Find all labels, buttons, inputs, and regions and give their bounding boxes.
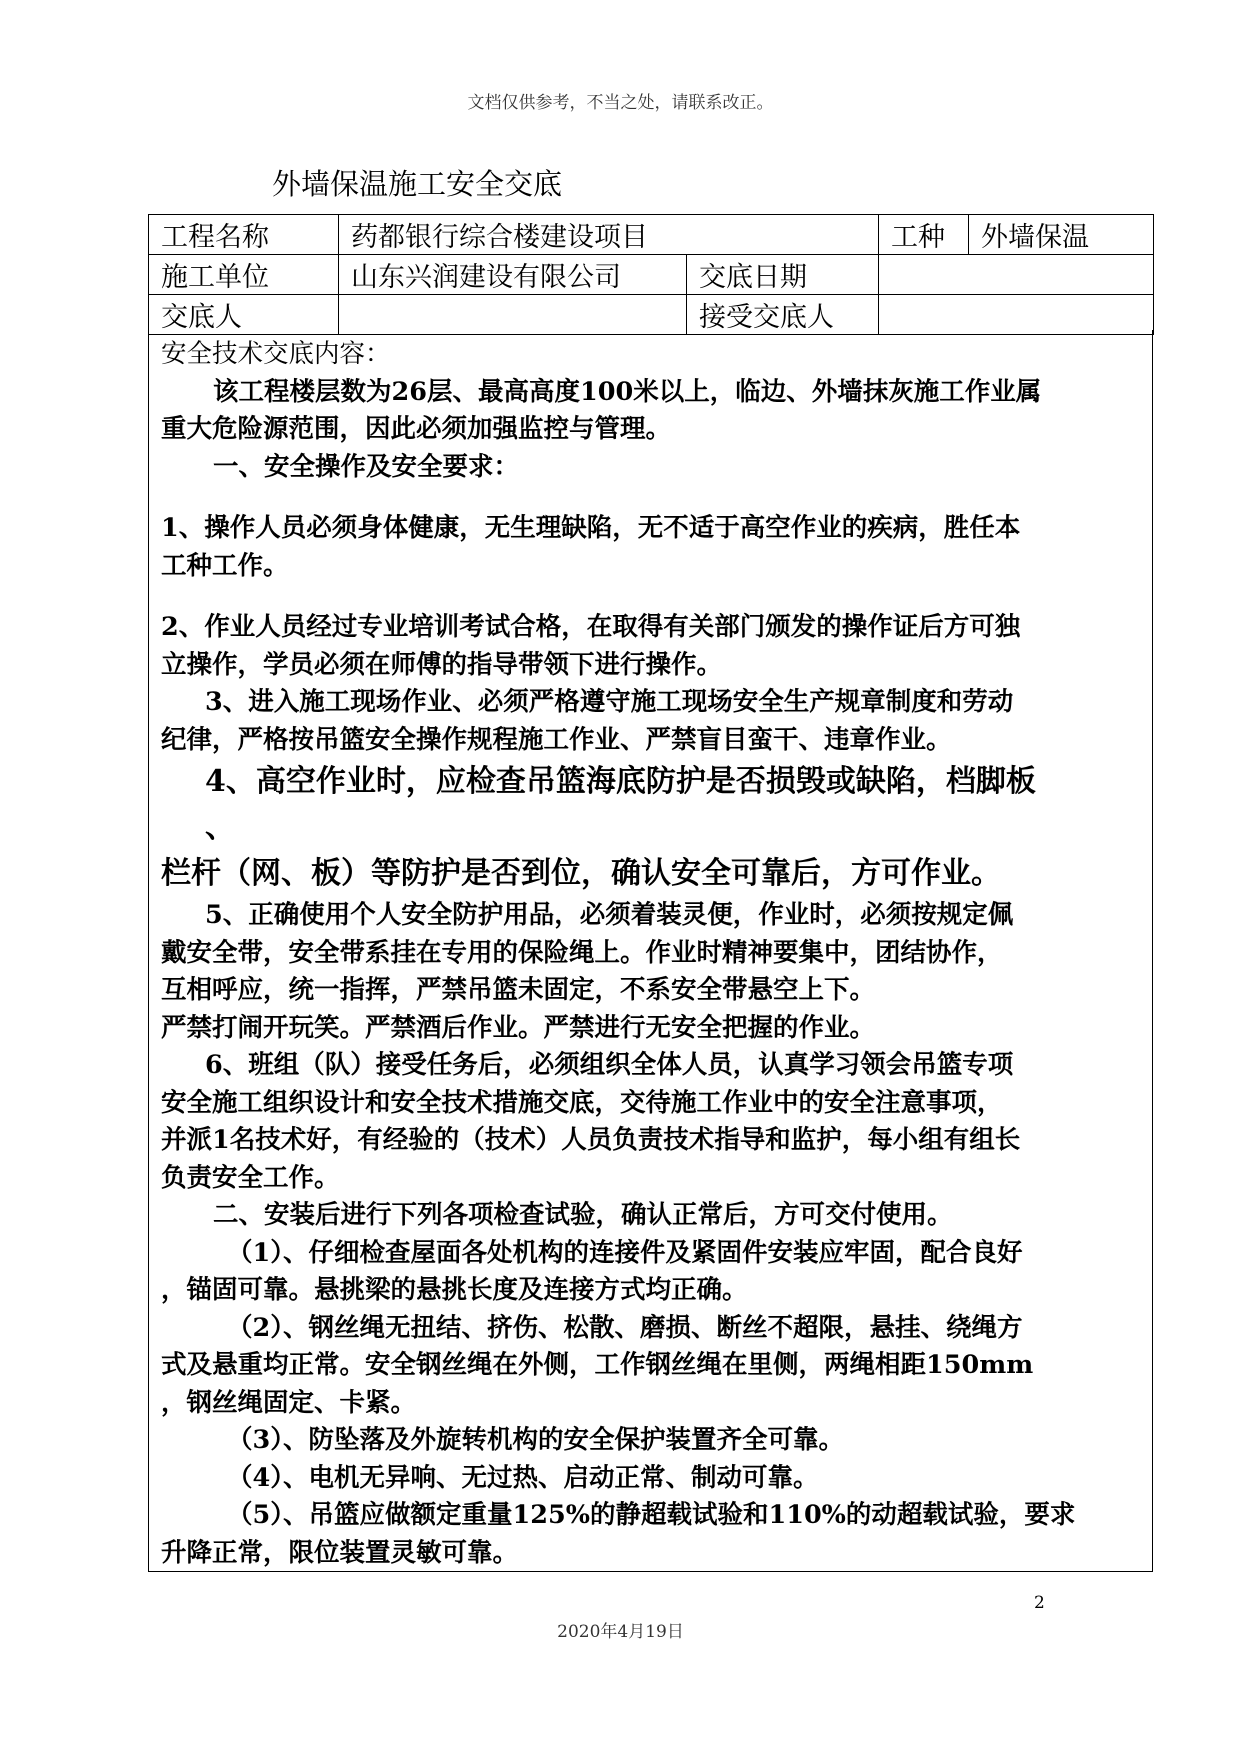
- content-line: 互相呼应，统一指挥，严禁吊篮未固定，不系安全带悬空上下。: [161, 975, 876, 1005]
- project-name-value: 药都银行综合楼建设项目: [339, 215, 879, 255]
- content-line: 严禁打闹开玩笑。严禁酒后作业。严禁进行无安全把握的作业。: [161, 1012, 876, 1043]
- footer-date: 2020年4月19日: [557, 1622, 684, 1642]
- content-line: 升降正常，限位装置灵敏可靠。: [161, 1537, 519, 1568]
- project-name-label: 工程名称: [149, 215, 339, 255]
- content-line: 重大危险源范围，因此必须加强监控与管理。: [161, 414, 672, 444]
- content-line: 并派1名技术好，有经验的（技术）人员负责技术指导和监护，每小组有组长: [161, 1125, 1021, 1155]
- content-line: （4）、电机无异响、无过热、启动正常、制动可靠。: [227, 1462, 819, 1493]
- presenter-label: 交底人: [149, 295, 339, 335]
- construction-unit-value: 山东兴润建设有限公司: [339, 255, 687, 295]
- construction-unit-label: 施工单位: [149, 255, 339, 295]
- briefing-date-value: [879, 255, 1154, 295]
- content-line: 栏杆（网、板）等防护是否到位，确认安全可靠后，方可作业。: [161, 856, 1001, 891]
- spacer: [161, 585, 1138, 609]
- content-line: （5）、吊篮应做额定重量125%的静超载试验和110%的动超载试验，要求: [227, 1500, 1076, 1530]
- content-line: 、: [205, 810, 235, 845]
- content-line: ，钢丝绳固定、卡紧。: [161, 1387, 417, 1418]
- content-line: 4、高空作业时，应检查吊篮海底防护是否损毁或缺陷，档脚板: [205, 764, 1036, 799]
- header-note: 文档仅供参考，不当之处，请联系改正。: [467, 93, 774, 113]
- content-line: 2、作业人员经过专业培训考试合格，在取得有关部门颁发的操作证后方可独: [161, 612, 1021, 642]
- content-line: 6、班组（队）接受任务后，必须组织全体人员，认真学习领会吊篮专项: [205, 1050, 1014, 1080]
- table-row: [149, 255, 1154, 295]
- content-line: 式及悬重均正常。安全钢丝绳在外侧，工作钢丝绳在里侧，两绳相距150mm: [161, 1350, 1034, 1380]
- trade-label: 工种: [879, 215, 969, 255]
- content-line: （1）、仔细检查屋面各处机构的连接件及紧固件安装应牢固，配合良好: [227, 1237, 1023, 1268]
- content-line: （3）、防坠落及外旋转机构的安全保护装置齐全可靠。: [227, 1425, 844, 1455]
- briefing-date-label: 交底日期: [687, 255, 879, 295]
- content-line: 5、正确使用个人安全防护用品，必须着装灵便，作业时，必须按规定佩: [205, 900, 1014, 930]
- section-heading: 二、安装后进行下列各项检查试验，确认正常后，方可交付使用。: [213, 1200, 953, 1230]
- content-line: 负责安全工作。: [161, 1162, 340, 1193]
- receiver-label: 接受交底人: [687, 295, 879, 335]
- content-line: 3、进入施工现场作业、必须严格遵守施工现场安全生产规章制度和劳动: [205, 687, 1014, 717]
- document-title: 外墙保温施工安全交底: [272, 167, 563, 201]
- content-line: 立操作，学员必须在师傅的指导带领下进行操作。: [161, 649, 723, 680]
- table-row: [149, 215, 1154, 255]
- content-line: 该工程楼层数为26层、最高高度100米以上，临边、外墙抹灰施工作业属: [213, 376, 1042, 407]
- content-line: 戴安全带，安全带系挂在专用的保险绳上。作业时精神要集中，团结协作，: [161, 937, 1003, 968]
- page-number: 2: [1034, 1593, 1045, 1613]
- content-heading: 安全技术交底内容：: [161, 339, 391, 369]
- presenter-value: [339, 295, 687, 335]
- project-info-table: [148, 214, 1154, 335]
- spacer: [161, 486, 1138, 510]
- content-line: 安全施工组织设计和安全技术措施交底，交待施工作业中的安全注意事项，: [161, 1087, 1003, 1118]
- safety-content-box: [148, 330, 1153, 1572]
- content-line: （2）、钢丝绳无扭结、挤伤、松散、磨损、断丝不超限，悬挂、绕绳方: [227, 1312, 1023, 1343]
- content-line: 工种工作。: [161, 550, 289, 581]
- trade-value: 外墙保温: [969, 215, 1154, 255]
- content-line: 1、操作人员必须身体健康，无生理缺陷，无不适于高空作业的疾病，胜任本: [161, 513, 1021, 543]
- table-row: [149, 295, 1154, 335]
- receiver-value: [879, 295, 1154, 335]
- content-line: 纪律，严格按吊篮安全操作规程施工作业、严禁盲目蛮干、违章作业。: [161, 724, 952, 755]
- section-heading: 一、安全操作及安全要求：: [213, 451, 520, 482]
- content-line: ，锚固可靠。悬挑梁的悬挑长度及连接方式均正确。: [161, 1275, 748, 1305]
